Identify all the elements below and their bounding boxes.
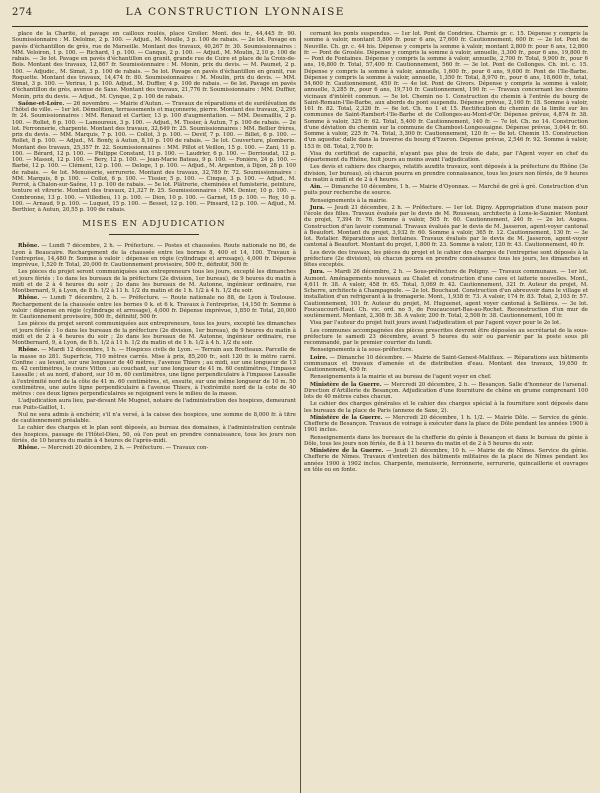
paragraph: Saône-et-Loire. — 26 novembre. — Mairie d'Autun. — Travaux de réparations et de surélévation de l'hôtel de ville. — 1er lot. Démolition, terrassements et maçonnerie, pierre. Montant des travaux, 2,295 fr. 24. Soumissionnaires : MM. Renaud et Cartier, 13 p. 100 d'augmentation. — MM. Desmaillis, 2 p. 100. — Rollet, 6 p. 100. — Lamoureux, 3 p. 100. — Adjud., M. Tissier, à Autun, 7 p. 100 de rabais. — 2e lot. Ferronnerie, charpente. Montant des travaux, 32,649 fr. 25. Soumissionnaires : MM. Bellier frères, prix du devis. — MM. Marquis, 7 p. 100. — Collot, 3 p. 100. — Devif, 7 p. 100. — Billet, 6 p. 100. — Rollet, 8 p. 100. — Adjud., M. Bonfy, à Autun, 8,10 p. 100 de rabais. — 3e lot. Couverture, plomberie. Montant des travaux, 25,357 fr. 22. Soumissionnaires : MM. Pillot et Veillon, 15 p. 100. — Zani, 11 p. 100. — Bérard, 12 p. 100. — Philippe Constant, 11 p. 100. — Laudrier, 6 p. 100. — Derrioudat, 12 p. 100. — Massot, 12 p. 100. — Bery, 12 p. 100. — Jean-Marie Bateau, 9 p. 100. — Fonière, 24 p. 100. — Barbé, 12 p. 100. — Clément, 12 p. 100. — Deloge, 1 p. 100. — Adjud., M. Argenton, à Dijon, 28 p. 100 de rabais. — 4e lot. Menuiserie, serrurerie. Montant des travaux, 32,789 fr. 72. Soumissionnaires : MM. Marquis, 8 p. 100. — Collot, 6 p. 100. — Tissier, 5 p. 100. — Cinque, 3 p. 100. — Adjud., M. Perrot, à Chalon-sur-Saône, 11 p. 100 de rabais. — 5e lot. Plâtrerie, cheminées et fumisterie, peinture, tenture et vitrerie. Montant des travaux, 21,327 fr. 25. Soumissionnaires : MM. Denier, 10 p. 100. — Combronne, 13 p. 100. — Villedieu, 11 p. 100. — Dion, 10 p. 100. — Garnet, 15 p. 100. — Roy, 10 p. 100. — Arnaud, 9 p. 100. — Luquet, 15 p. 100. — Besset, 12 p. 100. — Pinsard, 12 p. 100. — Adjud., M. Berthier, à Autun, 20,55 p. 100 de rabais. (12, 100, 296, 213)
paragraph: Jura. — Jeudi 21 décembre, 2 h. — Préfecture. — 1er lot. Digny. Appropriation d'une maison pour l'école des filles. Travaux évalués par le devis de M. Rousseau, architecte à Lons-le-Saunier. Montant du projet, 7,394 fr. 76. Somme à valoir, 505 fr. 60. Cautionnement, 240 fr. — 2e lot. Augea. Construction d'un lavoir communal. Travaux évalués par le devis de M. Jasseron, agent-voyer cantonal à Beaufort. Montant du projet, 3,932 fr. 60. Somme à valoir, 365 fr. 12. Cautionnement, 130 fr. — 3e lot. Rotalier. Réparations aux fontaines. Travaux évalués par le devis de M. Jasseron, agent-voyer cantonal à Beaufort. Montant du projet, 1,800 fr. 23. Somme à valoir, 120 fr. 43. Cautionnement, 40 fr. (304, 204, 588, 249)
paragraph: Rhône. — Mercredi 20 décembre, 2 h. — Préfecture. — Travaux con- (18, 445, 209, 451)
left-column (12, 31, 296, 793)
paragraph: place de la Charité, et pavage en cailloux roulés, place Grolier. Mont. des tr., 44,445 fr. 90. Soumissionnaire : M. Delolme, 2 p. 100. — Adjud., M. Moulle, 3 p. 100 de rabais. — 2e lot. Pavage en pavés d'échantillon de grès, rue de Marseille. Montant des travaux, 40,267 fr. 30. Soumissionnaires : MM. Veloiron, 1 p. 100. — Richard, 1 p. 100. — Canque, 2 p. 100. — Adjud., M. Moulin, 2,10 p. 100 de rabais. — 3e lot. Pavage en pavés d'échantillon en granit, grande rue de Cuire et place de la Croix-de-Bois. Montant des travaux, 12,867 fr. Soumissionnaire : M. Monin, prix du devis. — M. Paumet, 2 p. 100. — Adjudic., M. Simat, 3 p. 100 de rabais. — 5e lot. Pavage en pavés d'échantillon en granit, rue Roquette. Montant des travaux, 14,474 fr. 80. Soumissionnaires : M. Moulin, prix du devis. — MM. Simat, 3 p. 100. — Veriras, 1 p. 100. Adjud., M. Duffier, 4 p. 100 de rabais. — 6e lot. Pavage en pavés d'échantillon de grès, avenue de Saxe. Montant des travaux, 21,776 fr. Soumissionnaire : MM. Duffier, Monin, prix du devis. — Adjud., M. Cynque, 2 p. 100 de rabais. (12, 31, 296, 100)
region-lead: Ministère de la Guerre. (310, 381, 382, 388)
region-lead: Rhône. (18, 295, 40, 302)
page-number: 274 (12, 7, 33, 18)
paragraph: Ministère de la Guerre. — Mercredi 20 décembre, 2 h. — Besançon. Salle d'honneur de l'arsenal. Direction d'Artillerie de Besançon. Adjudication d'une fourniture de chêne en grume comprenant 100 lots de 40 mètres cubes chacun. (304, 381, 588, 400)
section-rule (109, 234, 199, 235)
paragraph: Rhône. — Lundi 7 décembre, 2 h. — Préfecture. — Route nationale no 88, de Lyon à Toulouse. Rechargement de la chaussée entre les bornes 0 k. et 6 k. Travaux à l'entreprise, 14,150 fr. Somme à valoir : dépense en régie (cylindrage et arrosage), 4,000 fr. Dépense imprévue, 1,850 fr. Total, 20,000 fr. Cautionnement provisoire, 500 fr., définitif, 500 fr. (12, 295, 296, 320)
paragraph: Renseignements dans les bureaux de la chefferie du génie à Besançon et dans le bureau du génie à Dôle, tous les jours non fériés, de 8 à 11 heures du matin et de 2 à 5 heures du soir. (304, 434, 588, 447)
region-lead: Rhône. (18, 347, 40, 354)
paragraph: Rhône. — Lundi 7 décembre, 2 h. — Préfecture. — Postes et chaussées. Route nationale no 86, de Lyon à Beaucaire. Rechargement de la chaussée entre les bornes 8, 400 et 14, 100. Travaux à l'entreprise, 14,480 fr. Somme à valoir : dépense en régie (cylindrage et arrosage), 4,000 fr. Dépense imprévue, 1,520 fr. Total, 20,000 fr. Cautionnement provisoire, 500 fr., définitif, 500 fr. (12, 243, 296, 268)
paragraph: Ministère de la Guerre. — Jeudi 21 décembre, 10 h. — Mairie de de Nîmes. Service du génie. Chefferie de Nîmes. Travaux d'entretien des bâtiments militaires de la place de Nîmes pendant les années 1900 à 1902 inclus. Charpente, menuiserie, ferronnerie, serrurerie, quincaillerie et ouvrages en tôle ou en fonte. (304, 448, 588, 473)
paragraph: Les devis et cahiers des charges, relatifs auxdits travaux, sont déposés à la préfecture du Rhône (3e division, 1er bureau), où chacun pourra en prendre connaissance, tous les jours non fériés, de 9 heures du matin à midi et de 2 à 4 heures. (304, 164, 588, 183)
paragraph: Les pièces du projet seront communiquées aux entrepreneurs, tous les jours, excepté les dimanches et jours fériés : 1o dans les bureaux de la préfecture (2e division, 1er bureau), de 9 heures du matin à midi et de 2 à 4 heures du soir ; 2o dans les bureaux de M. Autonne, ingénieur ordinaire, rue Montbernard, 9, à Lyon, de 8 h. 1/2 à 11 h. 1/2 du matin et de 1 h. 1/2 à 4 h. 1/2 du soir. (12, 321, 296, 346)
paragraph: Ain. — Dimanche 10 décembre, 1 h. — Mairie d'Oyonnax. — Marché de gré à gré. Construction d'un puits pour recherche de source. (304, 184, 588, 197)
page-header (12, 6, 588, 24)
region-lead: Saône-et-Loire. (18, 100, 65, 107)
two-column-body (12, 31, 588, 793)
paragraph: Rhône. — Mardi 12 décembre, 1 h. — Hospices civils de Lyon. — Terrain aux Brotteaux. Parcelle de la masse no 281. Superficie, 710 mètres carrés. Mise à prix, 85,200 fr., soit 120 fr. le mètre carré. Confine : au levant, sur une longueur de 40 mètres, l'avenue Thiers ; au midi, sur une longueur de 13 m. 42 centimètres, le cours Vitton ; au couchant, sur une longueur de 41 m. 60 centimètres, l'impasse Lassalle ; et au nord, d'abord, sur 10 m. 60 centimètres, une ligne perpendiculaire à l'impasse Lassalle à l'extrémité nord de la côte de 41 m. 60 centimètres, et, ensuite, sur une même longueur de 10 m. 50 centimètres, une autre ligne perpendiculaire à l'avenue Thiers, à l'extrémité nord de la cote de 40 mètres : ces deux lignes perpendiculaires se rejoignent vers le milieu de la masse. (12, 347, 296, 397)
region-lead: Ain. (310, 184, 323, 190)
region-lead: Rhône. (18, 243, 40, 250)
section-title: MISES EN ADJUDICATION (82, 219, 226, 230)
paragraph: Renseignements à la mairie et au bureau de l'agent voyer en chef. (310, 374, 492, 381)
region-lead: Jura. (310, 204, 325, 211)
paragraph: Le cahier des charges générales et le cahier des charges spécial à la fourniture sont déposés dans les bureaux de la place de Paris (annexe de Saxe, 2). (304, 401, 588, 414)
paragraph: Loire. — Dimanche 10 décembre. — Mairie de Saint-Genest-Malifaux. — Réparations aux bâtiments communaux et travaux d'amenée et de distribution d'eau. Montant des travaux, 19,650 fr. Cautionnement, 450 fr. (304, 354, 588, 373)
paragraph: Les devis des travaux, les pièces du projet et le cahier des charges de l'entreprise sont déposés à la préfecture (2e division), où chacun pourra en prendre connaissance tous les jours, les dimanches et fêtes exceptés. (304, 249, 588, 268)
column-divider (300, 31, 301, 793)
region-lead: Ministère de la Guerre. (310, 414, 383, 421)
region-lead: Ministère de la Guerre. (310, 448, 384, 454)
paragraph: Jura. — Mardi 26 décembre, 2 h. — Sous-préfecture de Poligny. — Travaux communaux. — 1er lot. Aumont. Aménagements nouveaux au Chalet et construction d'une cave et laiterie nouvelles. Mont., 4,611 fr. 38. A valoir, 458 fr. 65. Total, 5,069 fr. 42. Cautionnement, 321 fr. Auteur du projet, M. Scherre, architecte à Champagnole. — 2e lot. Bouchaud. Construction d'un abreuvoir dans le village et installation d'un refrigerant à la fromagerie. Mont., 1,938 fr. 73. A valoir, 174 fr. 83. Total, 2,103 fr. 57. Cautionnement, 101 fr. Auteur du projet, M. Huguenet, agent voyer cantonal à Sellières. — 3e lot. Foucaucourt-Haut. Ch. vic. ord. no 5, de Foucaucourt-Bas-au-Rochet. Reconstruction d'un mur de soutènement. Montant, 2,308 fr. 38. A valoir, 200 fr. Total, 2,508 fr. 38. Cautionnement, 100 fr. (304, 269, 588, 319)
region-lead: Jura. (310, 269, 325, 276)
paragraph: Visa par l'auteur du projet huit jours avant l'adjudication et par l'agent voyer pour le 2e lot. (310, 320, 561, 327)
paragraph: Renseignements à la mairie. (310, 197, 388, 204)
paragraph: L'adjudication aura lieu, par-devant Me Mugnet, notaire de l'administration des hospices, demeurant rue Puits-Gaillot, 1. (12, 398, 296, 411)
paragraph: Ministère de la Guerre. — Mercredi 20 décembre, 1 h. 1/2. — Mairie Dôle. — Service du génie. Chefferie de Besançon. Travaux de voirage à exécuter dans la place de Dôle pendant les années 1900 à 1901 inclus. (304, 414, 588, 434)
region-lead: Loire. (310, 354, 328, 361)
paragraph: Les communes accompagnées des pièces prescrites devront être déposées au secrétariat de la sous-préfecture le samedi 23 décembre, avant 5 heures du soir ou parvenir par la poste sous pli recommandé, par le premier courrier du lundi. (304, 327, 588, 346)
paragraph: Nul ne sera admis à enchérir, s'il n'a versé, à la caisse des hospices, une somme de 8,000 fr. à titre de cautionnement préalable. (12, 411, 296, 424)
paragraph: Les pièces du projet seront communiquées aux entrepreneurs tous les jours, excepté les dimanches et jours fériés : 1o dans les bureaux de la préfecture (2e division, 1er bureau), de 9 heures du matin à midi et de 2 à 4 heures du soir ; 2o dans les bureaux de M. Autonne, ingénieur ordinaire, rue Montbernard, 9, à Lyon, de 8 h. 1/2 à 11 h. 1/2 du matin et de 1 h. 1/2 à 4 h. 1/2 du soir. (12, 269, 296, 294)
paragraph: Visa du certificat de capacité, n'ayant pas plus de trois de date, par l'Agent voyer en chef du département du Rhône, huit jours au moins avant l'adjudication. (304, 150, 588, 163)
paragraph: Le cahier des charges et le plan sont déposés, au bureau des domaines, à l'administration centrale des hospices, passage de l'Hôtel-Dieu, 50, où l'on peut en prendre connaissance, tous les jours non fériés, de 10 heures du matin à 4 heures de l'après-midi. (12, 425, 296, 444)
running-title: LA CONSTRUCTION LYONNAISE (125, 6, 345, 18)
header-rule (12, 26, 588, 27)
paragraph: cernant les ponts suspendus. — 1er lot. Pont de Condrieu. Charnis gr. c. 15. Dépense y compris la somme à valoir, montant 5,800 fr. pour 6 ans, 27,600 fr. Cautionnement, 600 fr. — 2e lot. Pont de Neuville. Ch. gr. c. 44 bis. Dépense y compris la somme à valoir, montant 2,800 fr. pour 6 ans, 12,800 fr. — Pont de Groslée. Dépense y compris la somme à valoir, annuelle, 3,300 fr., pour 6 ans, 19,800 fr. — Pont de Fontaines. Dépense y compris la somme à valoir, annuelle, 2,700 fr. Total, 9,900 fr., pour 6 ans, 16,800 fr. Total, 57,400 fr. Cautionnement, 560 fr. — 3e lot. Pont de Collonges. Ch. int. c. 15. Dépense y compris la somme à valoir, annuelle, 1,600 fr., pour 6 ans, 9,600 fr. Pont de l'Ile-Barbe. Dépense y compris la somme à valoir, annuelle, 1,350 fr. Total, 8,970 fr., pour 6 ans, 18,600 fr., total, 54,600 fr. Cautionnement, 450 fr. — 4e lot. Pont de Givors. Dépense y compris la somme à valoir, annuelle, 3,285 fr., pour 6 ans, 19,710 fr. Cautionnement, 190 fr. — Travaux concernant les chemins vicinaux d'intérêt commun. — 5e lot. Chemin no 1. Construction du chemin à l'entrée du bourg de Saint-Romain-l'Ile-Barbe, aux abords du pont suspendu. Dépense prévue, 2,160 fr. 18. Somme à valoir, 161 fr. 82. Total, 2,326 fr. — 6e lot. Ch. no 1 et 15. Rectification du chemin de la limite sur les communes de Saint-Rambert-l'Ile-Barbe et de Collonges-au-Mont-d'Or. Dépense prévue, 4,874 fr. 38. Somme à valoir, 325 fr. 62. Total, 5,400 fr. Cautionnement, 140 fr. — 7e lot. Ch. no 14. Construction d'une déviation du chemin sur la commune de Chambost-Longessaigne. Dépense prévue, 3,044 fr. 60. Somme à valoir, 225 fr. 74. Total, 3,300 fr. Cautionnement, 120 fr. — 8e lot. Chemin 15. Construction d'un aqueduc dalle dans la traverse du bourg d'Yzeron. Dépense prévue, 2,546 fr. 92. Somme à valoir, 153 fr. 08. Total, 2,700 fr. (304, 31, 588, 150)
region-lead: Rhône. (18, 445, 40, 451)
right-column (304, 31, 588, 793)
paragraph: Renseignements à la sous-préfecture. (310, 347, 414, 354)
